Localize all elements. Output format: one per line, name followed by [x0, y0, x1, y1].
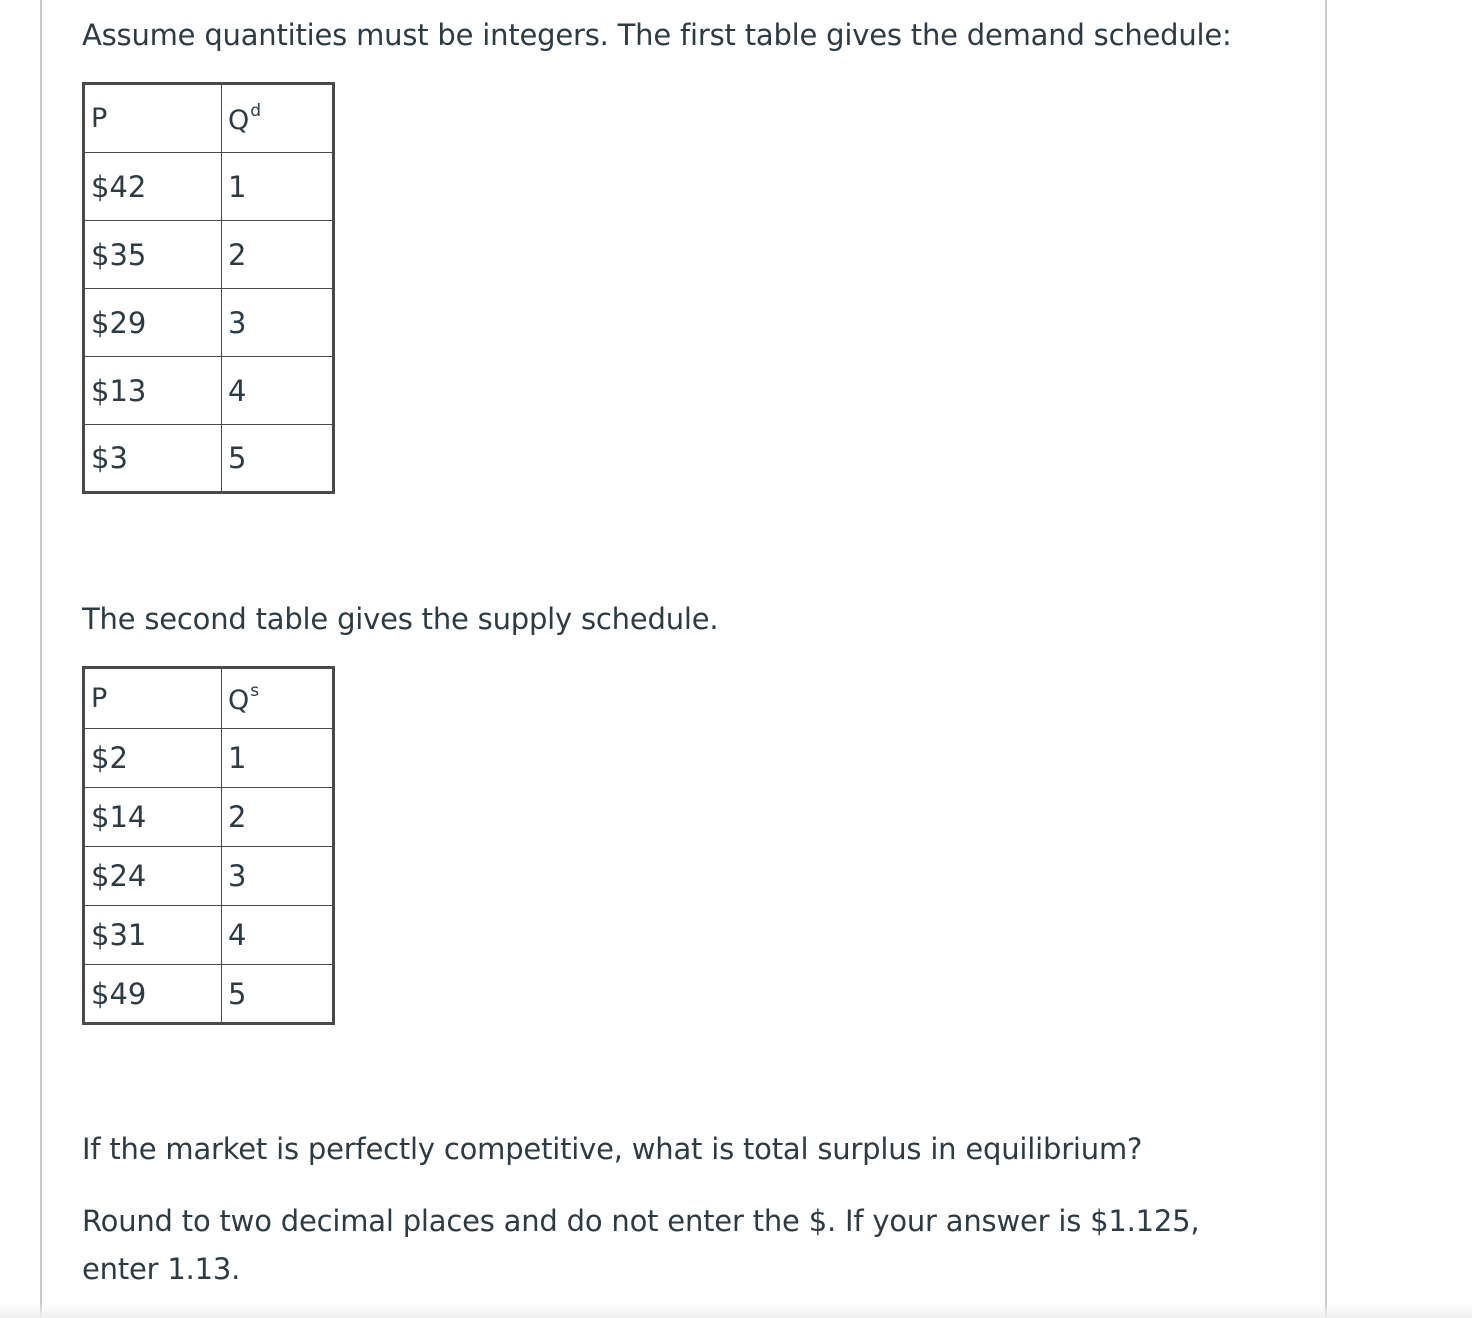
rounding-instructions: Round to two decimal places and do not enter the $. If your answer is $1.125, enter 1.13. [82, 1204, 1200, 1286]
table-row [84, 729, 334, 788]
table-row [84, 425, 334, 493]
quantity-cell: 2 [222, 788, 334, 847]
demand-intro-text: Assume quantities must be integers. The first table gives the demand schedule: [82, 18, 1232, 52]
table-row [84, 153, 334, 221]
table-header-row [84, 84, 334, 153]
table-row [84, 965, 334, 1024]
table-row [84, 357, 334, 425]
quantity-cell: 2 [222, 221, 334, 289]
quantity-cell: 5 [222, 425, 334, 493]
table-row [84, 847, 334, 906]
table-row [84, 221, 334, 289]
quantity-supplied-header [222, 668, 334, 729]
price-cell: $29 [84, 289, 222, 357]
quantity-cell: 1 [222, 153, 334, 221]
supply-intro-text: The second table gives the supply schedule. [82, 602, 719, 636]
quantity-symbol: Q [228, 685, 250, 716]
price-header: P [84, 668, 222, 729]
supply-schedule-table [82, 666, 335, 1025]
table-row [84, 289, 334, 357]
demand-schedule-table [82, 82, 335, 494]
price-cell: $3 [84, 425, 222, 493]
price-cell: $2 [84, 729, 222, 788]
quantity-cell: 1 [222, 729, 334, 788]
bottom-edge-shade [0, 1304, 1472, 1318]
quantity-cell: 5 [222, 965, 334, 1024]
price-cell: $31 [84, 906, 222, 965]
content-border-right [1325, 0, 1327, 1318]
price-cell: $35 [84, 221, 222, 289]
quantity-cell: 4 [222, 357, 334, 425]
price-cell: $24 [84, 847, 222, 906]
question-text: If the market is perfectly competitive, what is total surplus in equilibrium? [82, 1132, 1143, 1166]
price-cell: $49 [84, 965, 222, 1024]
price-header: P [84, 84, 222, 153]
quantity-symbol: Q [228, 105, 250, 136]
price-cell: $42 [84, 153, 222, 221]
quantity-superscript: d [250, 101, 262, 121]
quantity-cell: 4 [222, 906, 334, 965]
quantity-demanded-header [222, 84, 334, 153]
content-border-left [40, 0, 42, 1318]
price-cell: $14 [84, 788, 222, 847]
quantity-cell: 3 [222, 847, 334, 906]
quantity-superscript: s [250, 681, 260, 701]
quantity-cell: 3 [222, 289, 334, 357]
table-row [84, 906, 334, 965]
table-header-row [84, 668, 334, 729]
price-cell: $13 [84, 357, 222, 425]
table-row [84, 788, 334, 847]
